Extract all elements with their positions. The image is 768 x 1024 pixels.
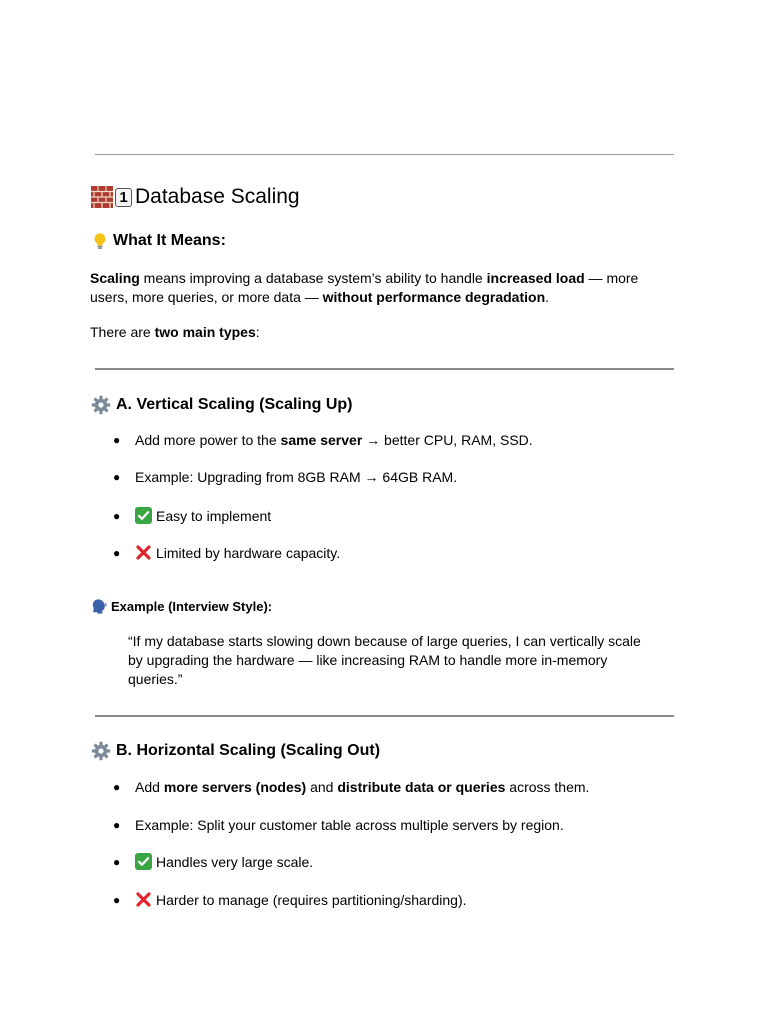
gear-icon [91, 395, 111, 415]
number-one-keycap-icon: 1 [115, 188, 132, 207]
list-item: ● Add more power to the same server → better CPU, RAM, SSD. [113, 432, 533, 448]
heading-text: B. Horizontal Scaling (Scaling Out) [116, 742, 381, 759]
heading-text: What It Means: [113, 232, 226, 249]
vertical-scaling-heading [91, 395, 353, 415]
cross-mark-icon [135, 544, 152, 561]
divider [95, 154, 674, 155]
check-mark-icon [135, 853, 152, 870]
speaking-head-icon [90, 598, 107, 615]
interview-example-heading [90, 598, 272, 615]
horizontal-scaling-heading [91, 741, 380, 761]
list-item: ● Handles very large scale. [113, 854, 314, 870]
cross-mark-icon [135, 891, 152, 908]
brick-icon [91, 186, 113, 208]
divider [95, 368, 674, 370]
list-item: ● Harder to manage (requires partitioning/sharding). [113, 892, 467, 908]
types-intro-paragraph: There are two main types: [90, 324, 260, 340]
scaling-definition-paragraph: Scaling means improving a database system’s ability to handle increased load — more users, more queries, or more data — without performance degradation. [90, 270, 639, 305]
list-item: ● Example: Split your customer table across multiple servers by region. [113, 817, 564, 833]
heading-text: A. Vertical Scaling (Scaling Up) [116, 396, 353, 413]
light-bulb-icon [91, 232, 109, 250]
gear-icon [91, 741, 111, 761]
heading-text: Example (Interview Style): [111, 599, 273, 614]
list-item: ● Add more servers (nodes) and distribute data or queries across them. [113, 779, 590, 795]
title-text: Database Scaling [135, 185, 300, 208]
what-it-means-heading [91, 232, 226, 250]
list-item: ● Easy to implement [113, 508, 272, 524]
divider [95, 715, 674, 717]
interview-quote: “If my database starts slowing down because of large queries, I can vertically scale by upgrading the hardware — like increasing RAM to handle more in-memory queries.” [128, 633, 641, 687]
list-item: ● Example: Upgrading from 8GB RAM → 64GB RAM. [113, 469, 458, 485]
list-item: ● Limited by hardware capacity. [113, 545, 341, 561]
page-title [91, 185, 300, 209]
check-mark-icon [135, 507, 152, 524]
